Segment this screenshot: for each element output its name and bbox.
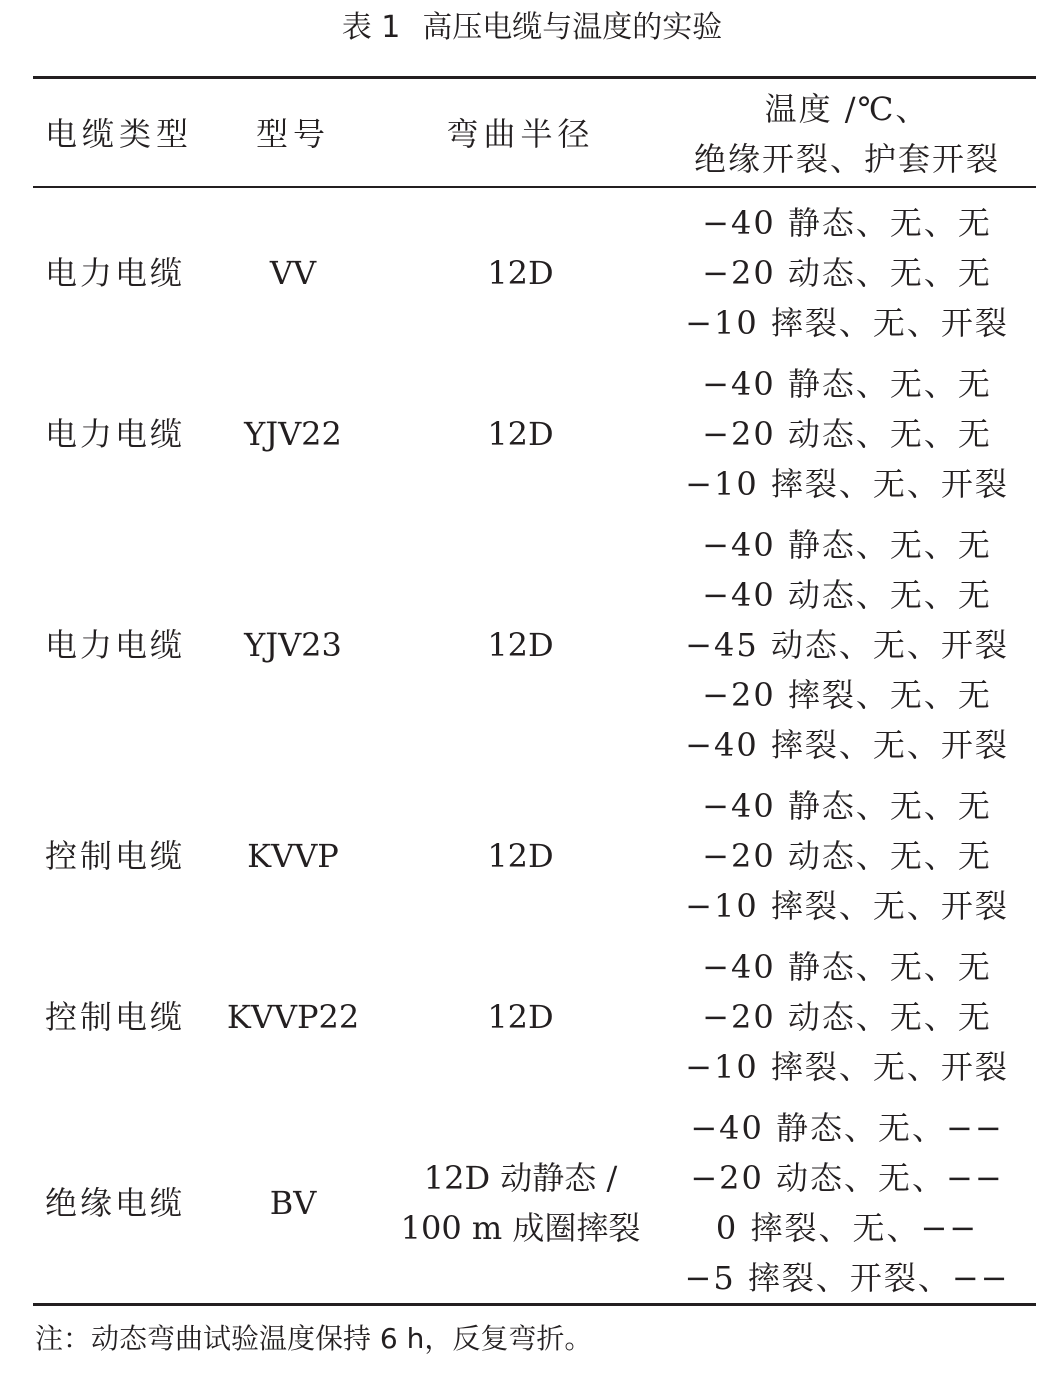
temperature-result-line: −40 动态、无、无 xyxy=(702,575,992,614)
cell-cable-type: 电力电缆 xyxy=(45,414,186,453)
cell-cable-type: 电力电缆 xyxy=(45,625,186,664)
cell-model: VV xyxy=(269,253,317,292)
data-table xyxy=(33,0,1036,1384)
temperature-result-line: −40 摔裂、无、开裂 xyxy=(685,725,1009,764)
cell-cable-type: 绝缘电缆 xyxy=(45,1183,186,1222)
cell-bend-radius xyxy=(383,192,658,353)
cell-bend-radius xyxy=(383,775,658,936)
cell-cable-type: 电力电缆 xyxy=(45,253,186,292)
table-row xyxy=(33,1097,1036,1308)
temperature-result-line: −45 动态、无、开裂 xyxy=(685,625,1009,664)
cell-cable-type: 控制电缆 xyxy=(45,997,186,1036)
cell-temperature-results xyxy=(658,775,1036,936)
cell-model: YJV23 xyxy=(244,625,342,664)
temperature-result-line: −10 摔裂、无、开裂 xyxy=(685,464,1009,503)
temperature-result-line: −40 静态、无、无 xyxy=(702,947,992,986)
cell-temperature-results xyxy=(658,1097,1036,1308)
bend-radius-line: 12D 动静态 / xyxy=(423,1158,618,1197)
temperature-result-line: −40 静态、无、无 xyxy=(702,364,992,403)
table-row xyxy=(33,936,1036,1097)
temperature-result-line: −20 摔裂、无、无 xyxy=(702,675,992,714)
temperature-result-line: −20 动态、无、−− xyxy=(690,1158,1004,1197)
table-row xyxy=(33,775,1036,936)
table-row xyxy=(33,353,1036,514)
bend-radius-line: 12D xyxy=(487,836,554,875)
header-temp-line: 绝缘开裂、护套开裂 xyxy=(693,140,1000,178)
table-footnote: 注：动态弯曲试验温度保持 6 h，反复弯折。 xyxy=(35,1322,593,1355)
temperature-result-line: −40 静态、无、−− xyxy=(690,1108,1004,1147)
temperature-result-line: −20 动态、无、无 xyxy=(702,997,992,1036)
header-temp-line: 温度 /℃、 xyxy=(764,90,930,128)
cell-temperature-results xyxy=(658,936,1036,1097)
cell-bend-radius xyxy=(383,514,658,775)
header-bend-radius: 弯曲半径 xyxy=(446,115,595,153)
table-header-row xyxy=(33,84,1036,184)
temperature-result-line: −40 静态、无、无 xyxy=(702,786,992,825)
temperature-result-line: −40 静态、无、无 xyxy=(702,525,992,564)
cell-model: KVVP xyxy=(247,836,339,875)
cell-model: BV xyxy=(269,1183,317,1222)
cell-model: KVVP22 xyxy=(226,997,360,1036)
cell-model: YJV22 xyxy=(244,414,342,453)
table-number: 表 1 xyxy=(341,10,401,45)
temperature-result-line: −20 动态、无、无 xyxy=(702,414,992,453)
cell-cable-type: 控制电缆 xyxy=(45,836,186,875)
temperature-result-line: −5 摔裂、开裂、−− xyxy=(684,1258,1010,1297)
cell-temperature-results xyxy=(658,514,1036,775)
cell-bend-radius xyxy=(383,936,658,1097)
table-title: 高压电缆与温度的实验 xyxy=(422,10,723,45)
table-row xyxy=(33,192,1036,353)
cell-bend-radius xyxy=(383,1097,658,1308)
bend-radius-line: 12D xyxy=(487,997,554,1036)
header-temperature xyxy=(658,84,1036,184)
temperature-result-line: −20 动态、无、无 xyxy=(702,836,992,875)
header-model: 型号 xyxy=(255,115,330,153)
cell-bend-radius xyxy=(383,353,658,514)
cell-temperature-results xyxy=(658,192,1036,353)
temperature-result-line: −10 摔裂、无、开裂 xyxy=(685,303,1009,342)
temperature-result-line: −10 摔裂、无、开裂 xyxy=(685,1047,1009,1086)
bend-radius-line: 12D xyxy=(487,625,554,664)
bend-radius-line: 12D xyxy=(487,253,554,292)
temperature-result-line: 0 摔裂、无、−− xyxy=(715,1208,979,1247)
header-cable-type: 电缆类型 xyxy=(45,115,194,153)
bend-radius-line: 100 m 成圈摔裂 xyxy=(400,1208,641,1247)
temperature-result-line: −40 静态、无、无 xyxy=(702,203,992,242)
table-row xyxy=(33,514,1036,775)
temperature-result-line: −10 摔裂、无、开裂 xyxy=(685,886,1009,925)
cell-temperature-results xyxy=(658,353,1036,514)
temperature-result-line: −20 动态、无、无 xyxy=(702,253,992,292)
bend-radius-line: 12D xyxy=(487,414,554,453)
